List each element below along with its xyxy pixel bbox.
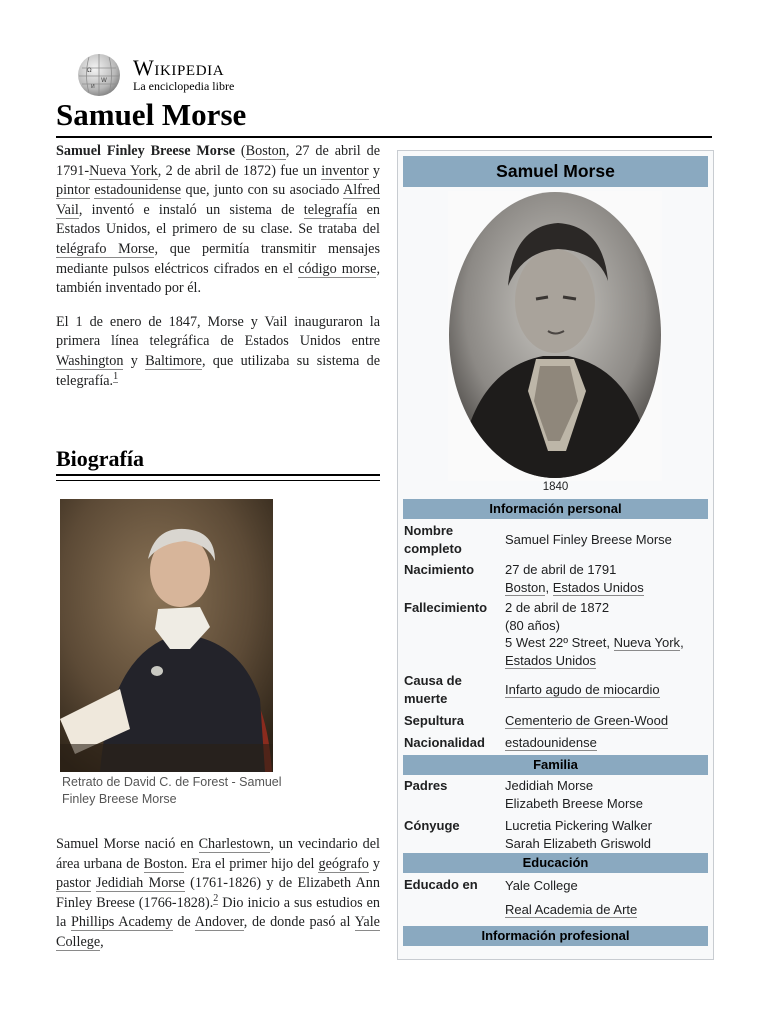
infobox-value-line: [505, 734, 710, 752]
text-run: Samuel Morse nació en: [56, 836, 199, 852]
wiki-link[interactable]: Nueva York: [613, 635, 681, 650]
text-run: Lucretia Pickering Walker: [505, 818, 652, 833]
infobox-value-sepultura: [505, 712, 710, 730]
text-run: (1761-1826) y de Elizabeth Ann Finley Breese (1766-1828).: [56, 875, 380, 911]
wikipedia-globe-icon: [74, 52, 124, 98]
text-run: , inventó e instaló un sistema de: [78, 201, 304, 218]
infobox-label-educado: Educado en: [404, 877, 478, 892]
wiki-link[interactable]: Estados Unidos: [505, 652, 597, 668]
infobox-value-line: [505, 681, 710, 699]
wiki-link[interactable]: telégrafo Morse: [56, 240, 155, 257]
text-run: y: [123, 352, 146, 369]
infobox-value-line: [505, 877, 710, 895]
title-divider: [56, 136, 712, 138]
text-run: , de donde pasó al: [243, 914, 355, 931]
text-run: 2 de abril de 1872: [505, 600, 610, 615]
infobox-value-line: [505, 795, 710, 813]
wiki-link[interactable]: Yale College: [56, 914, 380, 950]
text-run: , que permitía transmitir mensajes mediante pulsos eléctricos cifrados en el: [56, 240, 380, 277]
infobox-label-nacimiento: Nacimiento: [404, 562, 475, 577]
infobox-value-nombre: [505, 531, 710, 549]
portrait-image-father[interactable]: [60, 499, 273, 772]
wiki-link[interactable]: pintor: [56, 182, 90, 199]
daguerreotype-portrait: [448, 191, 662, 481]
infobox-value-nacimiento: [505, 561, 710, 596]
text-run: Sarah Elizabeth Griswold: [505, 835, 651, 851]
text-run: y: [368, 855, 380, 872]
infobox-section-familia: Familia: [403, 755, 708, 775]
wiki-link[interactable]: pastor: [56, 875, 91, 892]
wiki-link[interactable]: Phillips Academy: [70, 914, 173, 931]
infobox-value-line: [505, 712, 710, 730]
biografia-paragraph-1: [56, 835, 380, 953]
wiki-link[interactable]: Washington: [56, 352, 124, 369]
infobox-value-nacionalidad: [505, 734, 710, 752]
text-run: , 27 de abril de 1791-: [56, 143, 380, 179]
infobox-value-fallecimiento: [505, 599, 710, 669]
infobox-value-educado-2: [505, 901, 710, 919]
text-run: de: [172, 914, 195, 931]
biografia-text: [56, 835, 380, 953]
infobox-label-nombre: Nombre completo: [404, 523, 462, 556]
wiki-link[interactable]: Boston: [143, 855, 184, 872]
wiki-link[interactable]: estadounidense: [94, 182, 182, 199]
wiki-link[interactable]: código morse: [298, 260, 377, 277]
infobox-value-padres: [505, 777, 710, 812]
text-run: Elizabeth Breese Morse: [505, 795, 644, 811]
lead-paragraph-2: [56, 313, 380, 391]
infobox-value-line: [505, 599, 710, 617]
infobox-label-padres: Padres: [404, 778, 448, 793]
text-run: y: [368, 162, 380, 179]
infobox-photo[interactable]: [448, 191, 662, 481]
infobox-value-line: [505, 634, 710, 652]
infobox-value-line: [505, 901, 710, 919]
infobox-value-line: [505, 617, 710, 635]
wiki-link[interactable]: geógrafo: [318, 855, 369, 872]
infobox-label-fallecimiento: Fallecimiento: [404, 600, 488, 615]
wiki-link[interactable]: inventor: [321, 162, 369, 179]
infobox-value-line: [505, 835, 710, 853]
wiki-link[interactable]: Alfred Vail: [56, 182, 380, 218]
section-heading-biografia: Biografía: [56, 446, 144, 471]
infobox-label-sepultura: Sepultura: [404, 713, 464, 728]
text-run: Yale College: [505, 878, 578, 893]
infobox-photo-caption: 1840: [542, 481, 569, 493]
infobox-title: Samuel Morse: [403, 156, 708, 187]
wiki-link[interactable]: Estados Unidos: [552, 579, 644, 595]
infobox-value-line: [505, 579, 710, 597]
text-run: , que utilizaba su sistema de telegrafía.: [56, 352, 380, 389]
text-run: , un vecindario del área urbana de: [56, 836, 380, 872]
wikipedia-tagline: La enciclopedia libre: [133, 79, 235, 93]
wiki-link[interactable]: Real Academia de Arte: [505, 902, 638, 917]
text-run: El 1 de enero de 1847, Morse y Vail inauguraron la primera línea telegráfica de Estados Unidos entre: [56, 313, 380, 350]
article-lead: [56, 142, 380, 405]
wikipedia-wordmark: Wikipedia: [133, 55, 225, 80]
section-divider-thin: [56, 480, 380, 481]
painted-portrait: [60, 499, 273, 772]
infobox-section-profesional: Información profesional: [403, 926, 708, 946]
text-run: en Estados Unidos, el primero de su clase. Se trataba del: [56, 201, 380, 238]
wiki-link[interactable]: Andover: [194, 914, 244, 931]
text-run: . Era el primer hijo del: [183, 855, 319, 872]
infobox-section-educacion: Educación: [403, 853, 708, 873]
text-run: 27 de abril de 1791: [505, 562, 617, 577]
infobox-value-line: [505, 561, 710, 579]
lead-paragraph-1: [56, 142, 380, 299]
wiki-link[interactable]: Charlestown: [198, 836, 271, 852]
text-run: Jedidiah Morse: [505, 778, 594, 793]
reference-link[interactable]: 2: [213, 893, 219, 905]
wiki-link[interactable]: telegrafía: [303, 201, 358, 218]
infobox-section-personal: Información personal: [403, 499, 708, 519]
text-run: (80 años): [505, 617, 560, 633]
text-run: ,: [100, 933, 104, 950]
infobox-label-causa: Causa de muerte: [404, 673, 462, 706]
wiki-link[interactable]: Boston: [245, 143, 286, 159]
wiki-link[interactable]: Boston: [505, 579, 546, 595]
infobox-value-conyuge: [505, 817, 710, 852]
portrait-caption: Retrato de David C. de Forest - Samuel Finley Breese Morse: [62, 775, 282, 806]
wiki-link[interactable]: Infarto agudo de miocardio: [505, 682, 660, 697]
infobox-label-nacionalidad: Nacionalidad: [404, 735, 485, 750]
wiki-link[interactable]: Jedidiah Morse: [96, 875, 185, 892]
infobox-value-educado: [505, 877, 710, 895]
text-run: que, junto con su asociado: [181, 182, 343, 199]
section-divider: [56, 474, 380, 476]
infobox-value-line: [505, 817, 710, 835]
reference-link[interactable]: 1: [113, 370, 119, 382]
wiki-link[interactable]: Nueva York: [89, 162, 158, 179]
text-run: , también inventado por él.: [56, 260, 380, 297]
text-run: 5 West 22º Street,: [505, 635, 614, 650]
svg-text:И: И: [91, 84, 95, 90]
wiki-link[interactable]: Cementerio de Green-Wood: [505, 713, 669, 728]
text-run: Dio inicio a sus estudios en la: [56, 894, 380, 931]
text-run: (: [235, 143, 246, 159]
wikipedia-logo[interactable]: [74, 52, 274, 98]
infobox-value-line: [505, 652, 710, 670]
infobox: [397, 150, 714, 960]
bold-text: Samuel Finley Breese Morse: [56, 143, 235, 159]
wiki-link[interactable]: Baltimore: [145, 352, 202, 369]
text-run: , 2 de abril de 1872) fue un: [157, 162, 322, 179]
infobox-value-line: [505, 531, 710, 549]
infobox-label-conyuge: Cónyuge: [404, 818, 460, 833]
infobox-value-causa: [505, 681, 710, 699]
text-run: Samuel Finley Breese Morse: [505, 532, 672, 547]
infobox-value-line: [505, 777, 710, 795]
page-title: Samuel Morse: [56, 97, 247, 132]
text-run: ,: [680, 635, 684, 650]
svg-text:Ω: Ω: [87, 67, 92, 74]
svg-text:W: W: [101, 77, 107, 84]
text-run: ,: [545, 579, 553, 595]
wiki-link[interactable]: estadounidense: [505, 735, 597, 750]
